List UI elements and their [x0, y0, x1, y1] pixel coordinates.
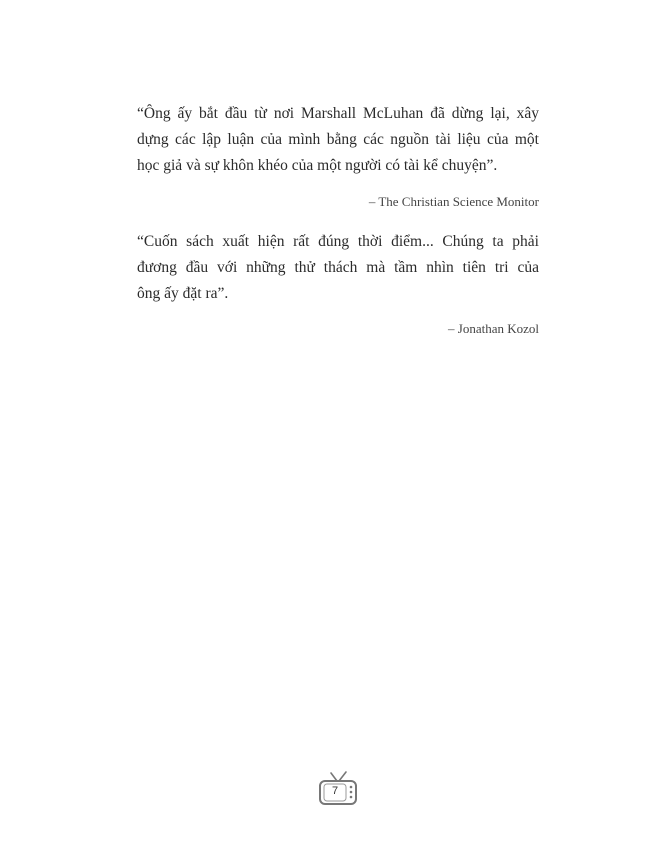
- quote-christian-science-monitor: [137, 101, 539, 179]
- quote-jonathan-kozol: [137, 229, 539, 307]
- page-footer: [316, 770, 360, 810]
- quote-line: “Ông ấy bắt đầu từ nơi Marshall McLuhan đã dừng lại, xây: [137, 105, 539, 122]
- page-number: 7: [331, 785, 339, 797]
- quote-line: ông ấy đặt ra”.: [137, 285, 229, 302]
- quote-attribution: – The Christian Science Monitor: [368, 194, 539, 209]
- quote-attribution: – Jonathan Kozol: [448, 321, 539, 336]
- quote-line: “Cuốn sách xuất hiện rất đúng thời điểm... Chúng ta phải: [137, 233, 539, 250]
- quote-line: đương đầu với những thử thách mà tầm nhìn tiên tri của: [137, 259, 539, 276]
- quote-line: dựng các lập luận của mình bằng các nguồn tài liệu của một: [137, 131, 539, 148]
- quote-line: học giả và sự khôn khéo của một người có tài kể chuyện”.: [137, 157, 498, 174]
